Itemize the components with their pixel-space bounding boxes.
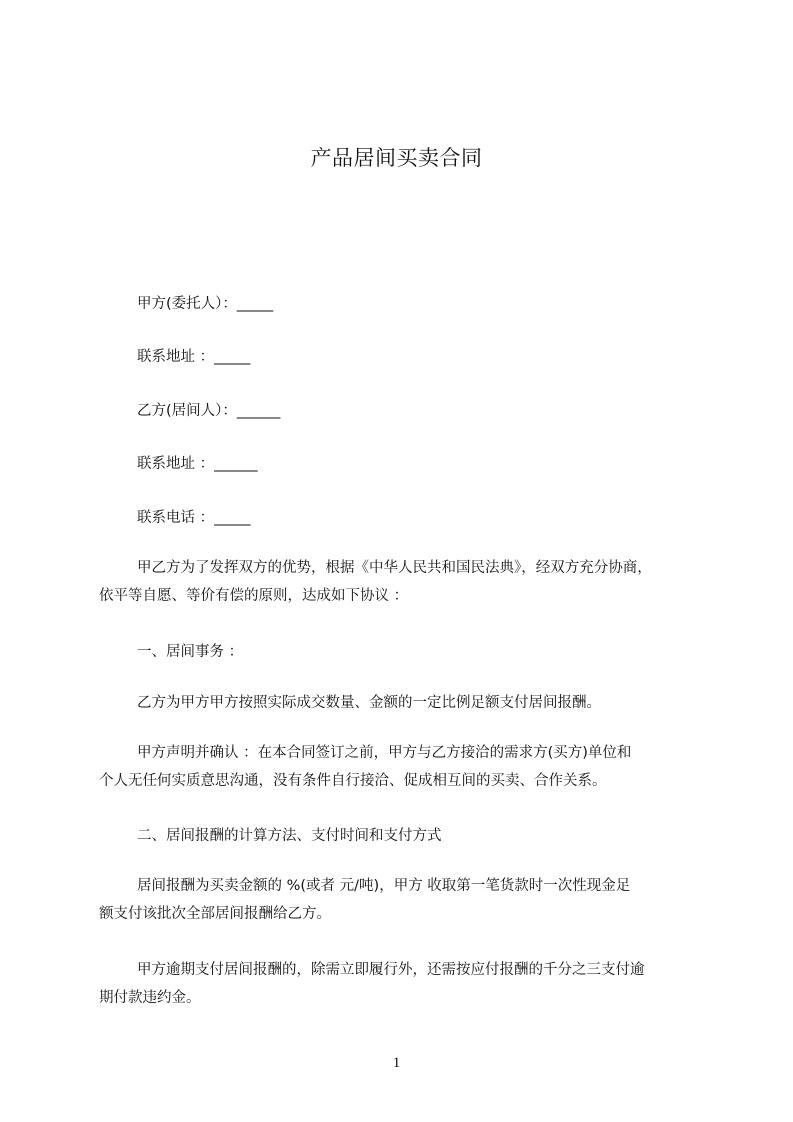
party-a-address-line: 联系地址 ：_____	[137, 349, 251, 365]
section-2-heading: 二、居间报酬的计算方法、支付时间和支付方式	[137, 828, 442, 844]
intro-paragraph	[99, 554, 693, 610]
section-1-paragraph-2	[99, 739, 693, 795]
section-1-paragraph-2-line-2: 个人无任何实质意思沟通，没有条件自行接洽、促成相互间的买卖、合作关系。	[99, 773, 607, 789]
section-1-heading: 一、居间事务 ：	[137, 644, 244, 660]
section-1-paragraph-2-line-1: 甲方声明并确认 ：在本合同签订之前，甲方与乙方接洽的需求方(买方)单位和	[137, 745, 632, 761]
section-2-paragraph-1-line-2: 额支付该批次全部居间报酬给乙方。	[99, 906, 331, 922]
party-b-phone-line: 联系电话 ：_____	[137, 510, 251, 526]
intro-line-1: 甲乙方为了发挥双方的优势，根据《中华人民共和国民法典》，经双方充分协商，	[137, 560, 652, 576]
section-2-paragraph-2	[99, 956, 693, 1012]
party-a-line: 甲方(委托人）：_____	[137, 296, 274, 312]
party-b-line: 乙方(居间人）：______	[137, 403, 281, 419]
intro-line-2: 依平等自愿、等价有偿的原则，达成如下协议 ：	[99, 588, 409, 604]
section-2-paragraph-1	[99, 872, 693, 928]
section-2-paragraph-2-line-2: 期付款违约金。	[99, 990, 201, 1006]
section-2-paragraph-1-line-1: 居间报酬为买卖金额的 %(或者 元/吨)，甲方 收取第一笔货款时一次性现金足	[137, 878, 631, 894]
document-title: 产品居间买卖合同	[310, 146, 483, 170]
section-1-paragraph-1: 乙方为甲方甲方按照实际成交数量、金额的一定比例足额支付居间报酬。	[137, 695, 601, 711]
page-number: 1	[392, 1055, 401, 1071]
party-b-address-line: 联系地址 ：______	[137, 456, 258, 472]
section-2-paragraph-2-line-1: 甲方逾期支付居间报酬的，除需立即履行外，还需按应付报酬的千分之三支付逾	[137, 962, 645, 978]
